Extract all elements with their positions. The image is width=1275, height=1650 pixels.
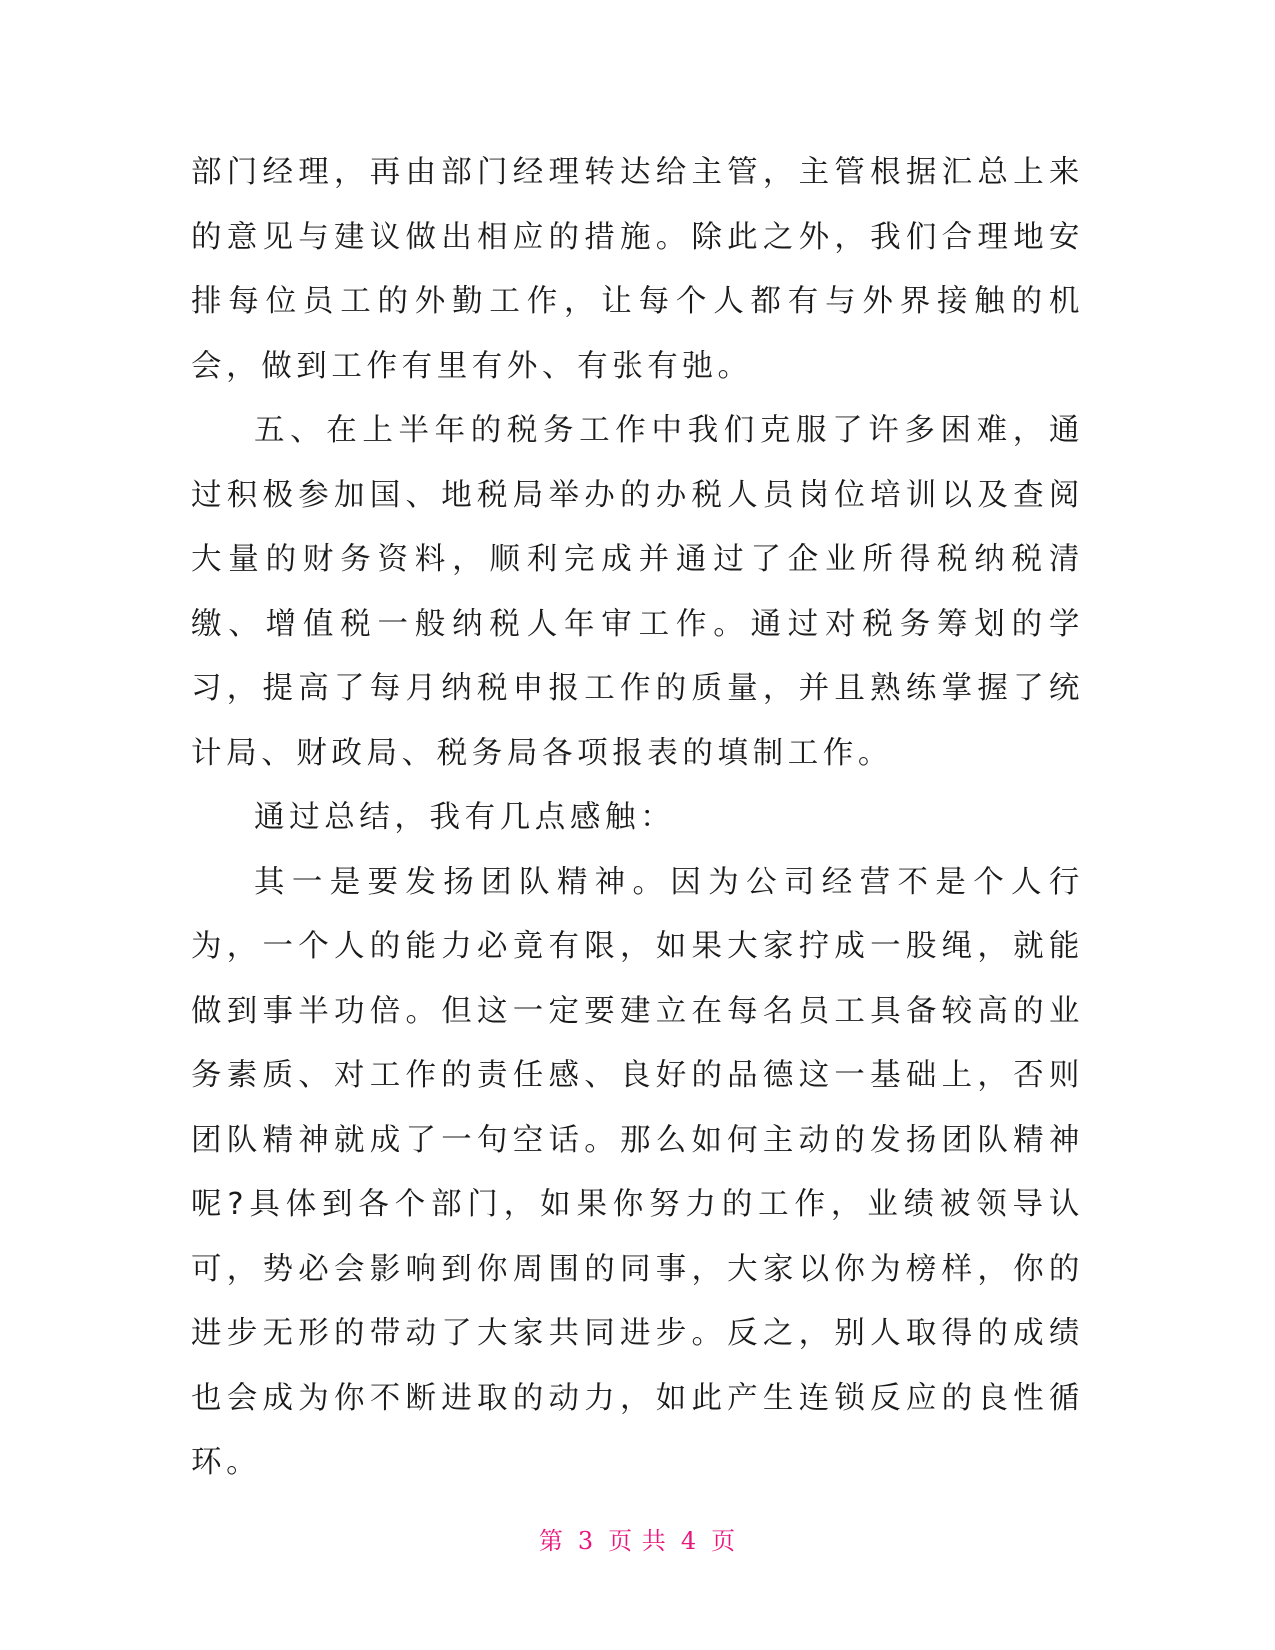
- footer-prefix: 第: [538, 1527, 564, 1555]
- paragraph-summary-intro: 通过总结，我有几点感触：: [254, 800, 676, 835]
- document-body: [191, 141, 1084, 1496]
- paragraph-team-spirit: 其一是要发扬团队精神。因为公司经营不是个人行为，一个人的能力必竟有限，如果大家拧成一股绳，就能做到事半功倍。但这一定要建立在每名员工具备较高的业务素质、对工作的责任感、良好的品德这一基础上，否则团队精神就成了一句空话。那么如何主动的发扬团队精神呢?具体到各个部门，如果你努力的工作，业绩被领导认可，势必会影响到你周围的同事，大家以你为榜样，你的进步无形的带动了大家共同进步。反之，别人取得的成绩也会成为你不断进取的动力，如此产生连锁反应的良性循环。: [191, 864, 1084, 1480]
- footer-middle: 页 共: [608, 1527, 667, 1555]
- paragraph-continuation: 部门经理，再由部门经理转达给主管，主管根据汇总上来的意见与建议做出相应的措施。除此之外，我们合理地安排每位员工的外勤工作，让每个人都有与外界接触的机会，做到工作有里有外、有张有弛。: [191, 155, 1084, 384]
- paragraph-tax-work: 五、在上半年的税务工作中我们克服了许多困难，通过积极参加国、地税局举办的办税人员岗位培训以及查阅大量的财务资料，顺利完成并通过了企业所得税纳税清缴、增值税一般纳税人年审工作。通过对税务筹划的学习，提高了每月纳税申报工作的质量，并且熟练掌握了统计局、财政局、税务局各项报表的填制工作。: [191, 413, 1084, 771]
- footer-total-pages: 4: [680, 1527, 698, 1555]
- footer-suffix: 页: [711, 1527, 737, 1555]
- footer-current-page: 3: [577, 1527, 595, 1555]
- page-footer: [0, 1525, 1275, 1557]
